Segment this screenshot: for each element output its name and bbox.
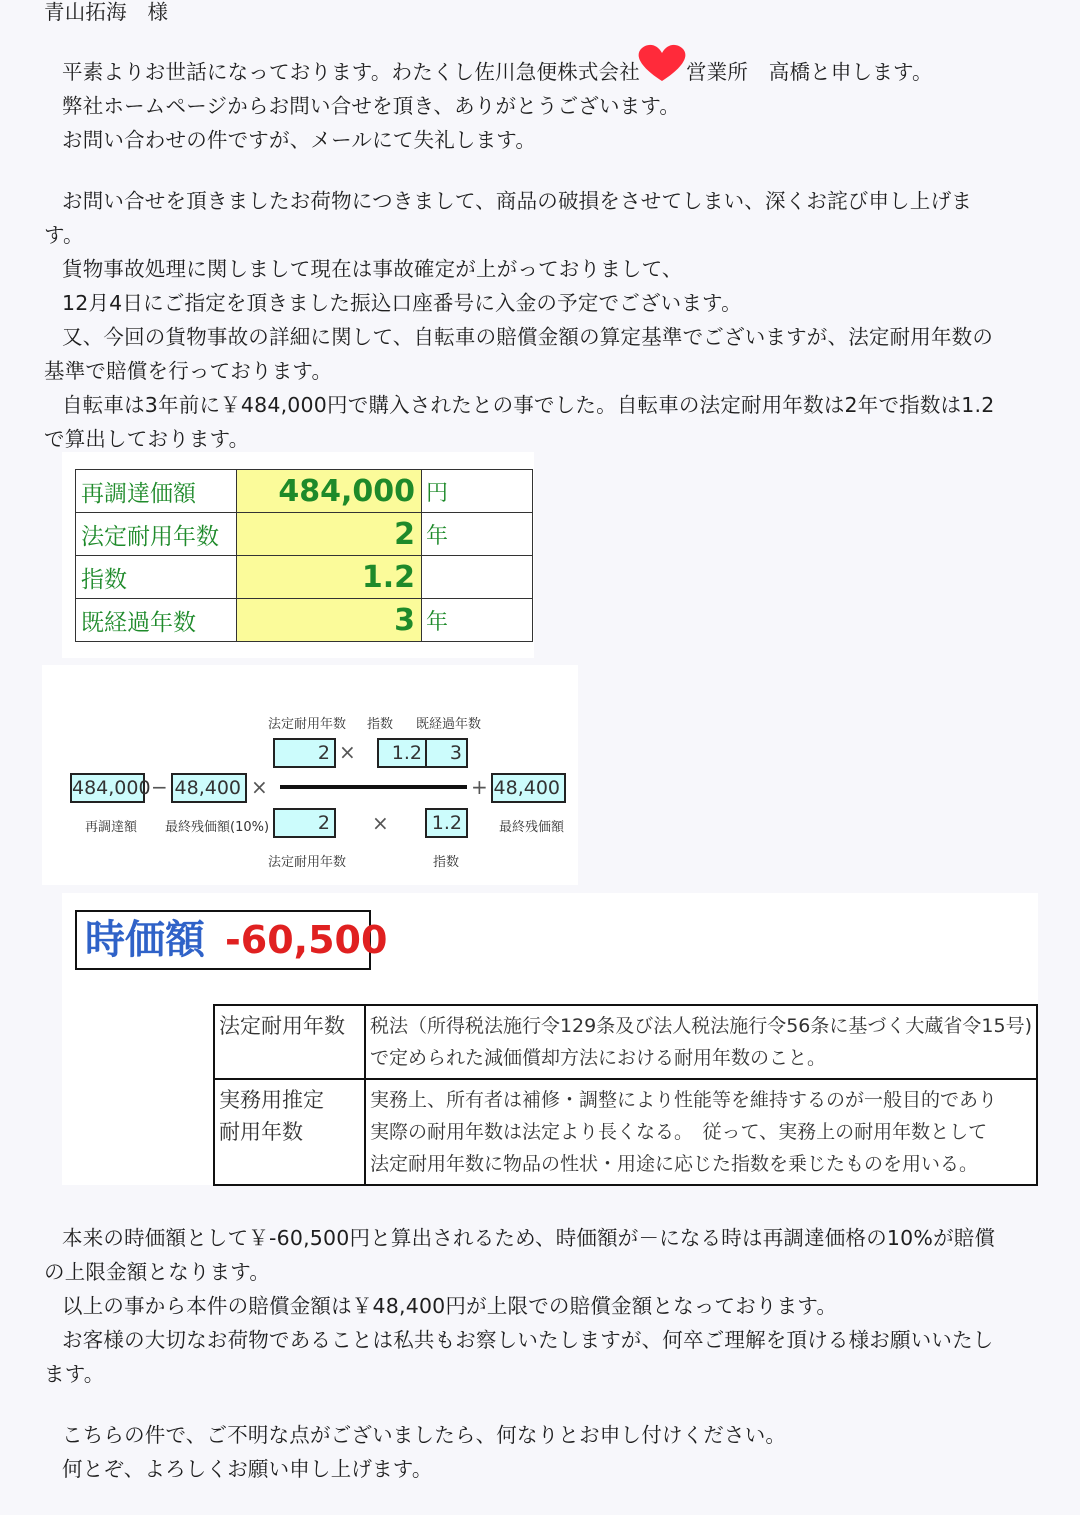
calc-unit xyxy=(422,556,533,599)
op-times: × xyxy=(251,775,268,799)
fraction-bar xyxy=(280,785,467,789)
desc-line: 法定耐用年数に物品の性状・用途に応じた指数を乗じたものを用いる。 xyxy=(369,1153,978,1175)
paragraph-basis: 又、今回の貨物事故の詳細に関して、自転車の賠償金額の算定基準でございますが、法定耐用年数の xyxy=(62,325,994,349)
paragraph-apology-cont: す。 xyxy=(44,223,84,247)
num-life-label: 法定耐用年数 xyxy=(268,717,347,732)
definition-term xyxy=(214,1079,365,1185)
paragraph-result: 本来の時価額として￥-60,500円と算出されるため、時価額が－になる時は再調達価格の10%が賠償 xyxy=(62,1226,996,1250)
paragraph-email-note: お問い合わせの件ですが、メールにて失礼します。 xyxy=(62,128,537,152)
num-elapsed-box: 3 xyxy=(425,738,468,768)
redaction-mark xyxy=(640,55,686,83)
op-times: × xyxy=(339,740,356,764)
calc-label: 指数 xyxy=(76,556,237,599)
num-elapsed-label: 既経過年数 xyxy=(416,717,482,732)
table-row xyxy=(76,556,533,599)
calc-label: 既経過年数 xyxy=(76,599,237,642)
op-times: × xyxy=(372,811,389,835)
result-box xyxy=(75,910,388,970)
op-minus: − xyxy=(151,775,168,799)
num-index-box: 1.2 xyxy=(377,738,428,768)
desc-line: 税法（所得税法施行令129条及び法人税法施行令56条に基づく大蔵省令15号) xyxy=(369,1015,1032,1037)
paragraph-understanding-cont: ます。 xyxy=(44,1362,105,1386)
den-life-box: 2 xyxy=(273,808,336,838)
paragraph-result-cont: の上限金額となります。 xyxy=(44,1260,271,1284)
table-row xyxy=(76,599,533,642)
result-label: 時価額 xyxy=(85,917,205,963)
calc-value: 3 xyxy=(237,599,422,642)
num-index-label: 指数 xyxy=(367,717,394,732)
table-row xyxy=(214,1005,1037,1079)
formula-image xyxy=(42,665,578,885)
desc-line: で定められた減価償却方法における耐用年数のこと。 xyxy=(369,1047,826,1069)
paragraph-apology: お問い合せを頂きましたお荷物につきまして、商品の破損をさせてしまい、深くお詫び申し上げま xyxy=(62,189,972,213)
redaction-heart-icon xyxy=(632,41,692,85)
result-value: -60,500 xyxy=(225,918,388,962)
table-row xyxy=(76,470,533,513)
term-line: 耐用年数 xyxy=(219,1120,303,1144)
den-index-label: 指数 xyxy=(433,855,460,870)
recipient: 青山拓海 様 xyxy=(44,0,169,24)
num-life-box: 2 xyxy=(273,738,336,768)
paragraph-understanding: お客様の大切なお荷物であることは私共もお察しいたしますが、何卒ご理解を頂ける様お願いいたし xyxy=(62,1328,994,1352)
paragraph-basis-cont: 基準で賠償を行っております。 xyxy=(44,359,333,383)
paragraph-bicycle: 自転車は3年前に￥484,000円で購入されたとの事でした。自転車の法定耐用年数は2年で指数は1.2 xyxy=(62,393,995,417)
base-box: 484,000 xyxy=(70,773,145,803)
calc-unit: 年 xyxy=(422,513,533,556)
op-plus: + xyxy=(471,775,488,799)
definitions-table xyxy=(213,1004,1038,1186)
definitions-image xyxy=(62,893,1038,1185)
den-life-label: 法定耐用年数 xyxy=(268,855,347,870)
paragraph-payment: 12月4日にご指定を頂きました振込口座番号に入金の予定でございます。 xyxy=(62,291,742,315)
residual-box: 48,400 xyxy=(171,773,247,803)
residual-label: 最終残価額(10%) xyxy=(165,820,270,835)
plus-residual-label: 最終残価額 xyxy=(499,820,565,835)
term-line: 実務用推定 xyxy=(219,1088,324,1112)
base-label: 再調達額 xyxy=(85,820,138,835)
calc-label: 再調達価額 xyxy=(76,470,237,513)
table-row xyxy=(76,513,533,556)
desc-line: 実務上、所有者は補修・調整により性能等を維持するのが一般目的であり xyxy=(369,1089,997,1111)
calc-table-image xyxy=(62,452,534,658)
calc-label: 法定耐用年数 xyxy=(76,513,237,556)
definition-desc xyxy=(365,1079,1037,1185)
paragraph-closing: 何とぞ、よろしくお願い申し上げます。 xyxy=(62,1457,433,1481)
calc-unit: 円 xyxy=(422,470,533,513)
calc-value: 484,000 xyxy=(237,470,422,513)
paragraph-greeting xyxy=(62,55,1062,89)
table-row xyxy=(214,1079,1037,1185)
desc-line: 実際の耐用年数は法定より長くなる。 従って、実務上の耐用年数として xyxy=(369,1121,988,1143)
definition-desc xyxy=(365,1005,1037,1079)
paragraph-bicycle-cont: で算出しております。 xyxy=(44,427,250,451)
calc-value: 2 xyxy=(237,513,422,556)
text-segment: 平素よりお世話になっております。わたくし佐川急便株式会社 xyxy=(62,60,640,84)
calc-unit: 年 xyxy=(422,599,533,642)
paragraph-thanks: 弊社ホームページからお問い合せを頂き、ありがとうございます。 xyxy=(62,94,681,118)
den-index-box: 1.2 xyxy=(425,808,468,838)
text-segment: 営業所 高橋と申します。 xyxy=(685,60,933,84)
paragraph-amount: 以上の事から本件の賠償金額は￥48,400円が上限での賠償金額となっております。 xyxy=(62,1294,838,1318)
definition-term: 法定耐用年数 xyxy=(214,1005,365,1079)
paragraph-accident: 貨物事故処理に関しまして現在は事故確定が上がっておりまして、 xyxy=(62,257,683,281)
calc-value: 1.2 xyxy=(237,556,422,599)
plus-residual-box: 48,400 xyxy=(491,773,566,803)
calc-table xyxy=(75,469,533,642)
paragraph-contact: こちらの件で、ご不明な点がございましたら、何なりとお申し付けください。 xyxy=(62,1423,787,1447)
